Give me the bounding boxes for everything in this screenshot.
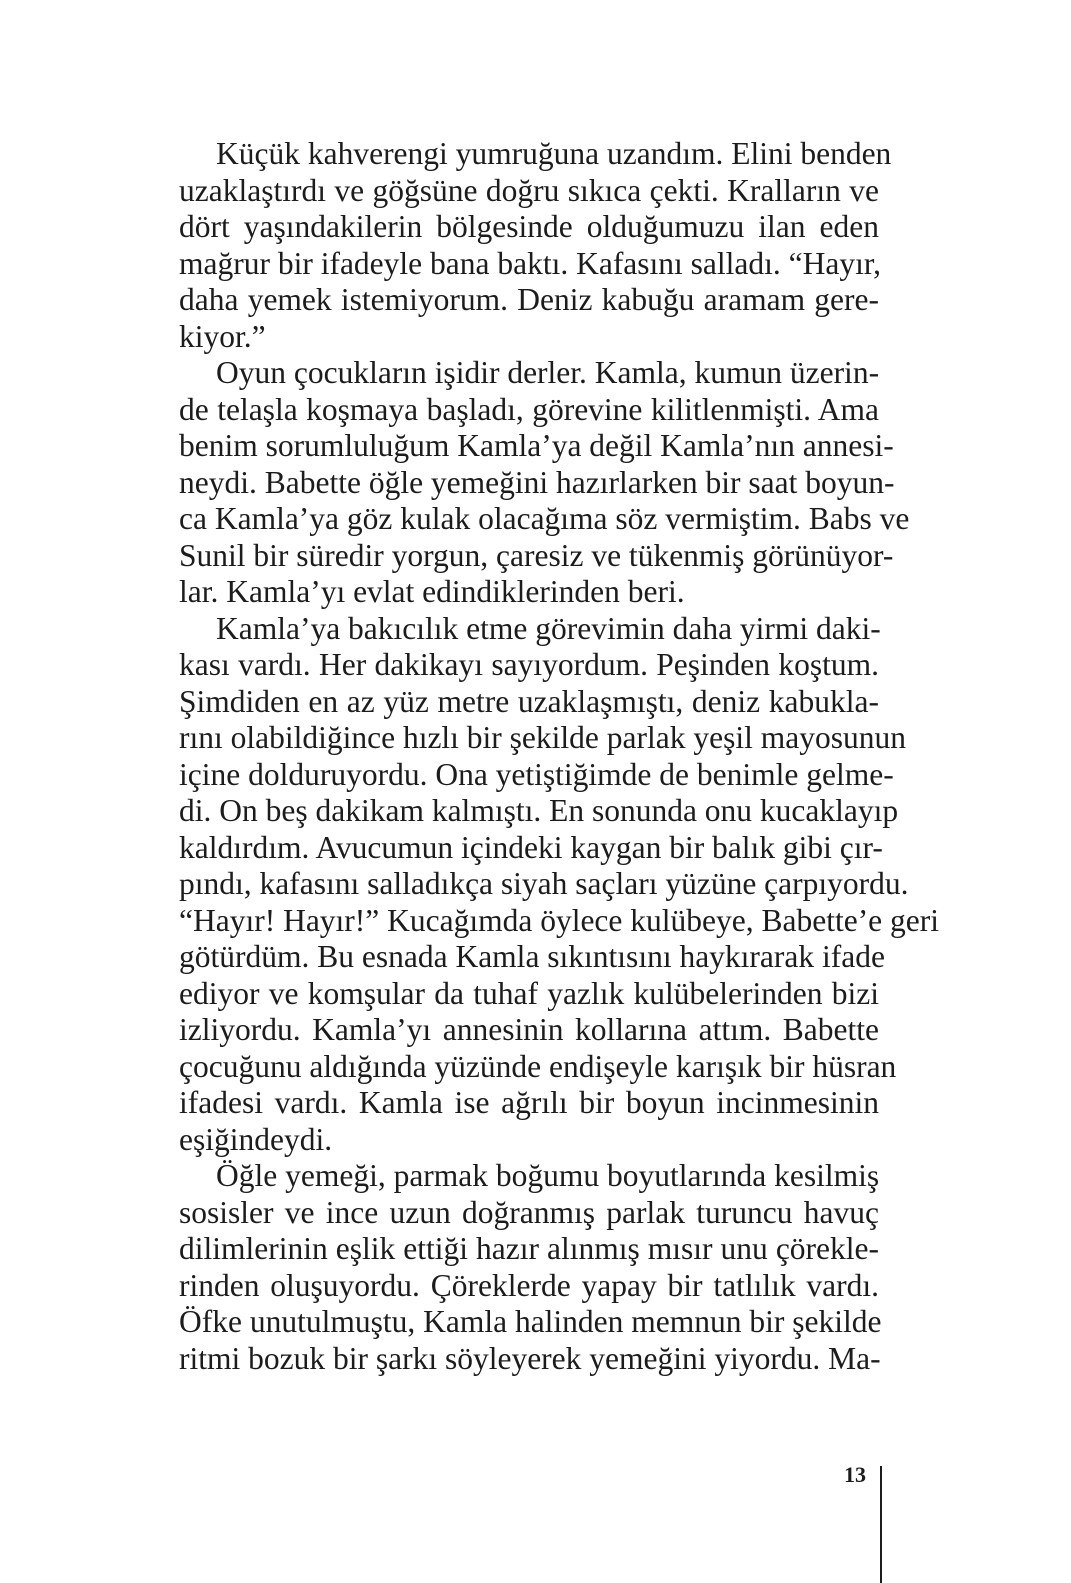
text-line: ca Kamla’ya göz kulak olacağıma söz vermiştim. Babs ve xyxy=(179,501,910,536)
text-line: dört yaşındakilerin bölgesinde olduğumuzu ilan eden xyxy=(179,209,879,244)
text-line: Sunil bir süredir yorgun, çaresiz ve tükenmiş görünüyor- xyxy=(179,537,894,573)
text-line: kaldırdım. Avucumun içindeki kaygan bir balık gibi çır- xyxy=(179,829,883,865)
text-line: kası vardı. Her dakikayı sayıyordum. Peşinden koştum. xyxy=(179,647,879,682)
text-line: sosisler ve ince uzun doğranmış parlak turuncu havuç xyxy=(179,1194,879,1230)
text-line: di. On beş dakikam kalmıştı. En sonunda onu kucaklayıp xyxy=(179,793,899,828)
text-line: Öğle yemeği, parmak boğumu boyutlarında kesilmiş xyxy=(216,1158,880,1193)
text-line: neydi. Babette öğle yemeğini hazırlarken bir saat boyun- xyxy=(179,464,895,500)
text-line: Küçük kahverengi yumruğuna uzandım. Elini benden xyxy=(216,136,892,171)
text-line: Şimdiden en az yüz metre uzaklaşmıştı, deniz kabukla- xyxy=(179,683,879,719)
page-edge-rule xyxy=(880,1466,882,1583)
text-line: çocuğunu aldığında yüzünde endişeyle karışık bir hüsran xyxy=(179,1048,897,1084)
text-line: uzaklaştırdı ve göğsüne doğru sıkıca çekti. Kralların ve xyxy=(179,172,879,208)
text-line: içine dolduruyordu. Ona yetiştiğimde de benimle gelme- xyxy=(179,756,894,792)
text-line: ritmi bozuk bir şarkı söyleyerek yemeğini yiyordu. Ma- xyxy=(179,1340,881,1376)
text-line: “Hayır! Hayır!” Kucağımda öylece kulübeye, Babette’e geri xyxy=(179,902,940,938)
text-line: ifadesi vardı. Kamla ise ağrılı bir boyun incinmesinin xyxy=(179,1085,879,1120)
text-line: götürdüm. Bu esnada Kamla sıkıntısını haykırarak ifade xyxy=(179,939,885,974)
page-number: 13 xyxy=(844,1462,866,1487)
text-line: de telaşla koşmaya başladı, görevine kilitlenmişti. Ama xyxy=(179,391,879,427)
text-line: lar. Kamla’yı evlat edindiklerinden beri. xyxy=(179,574,685,609)
text-line: pındı, kafasını salladıkça siyah saçları yüzüne çarpıyordu. xyxy=(179,866,909,901)
text-line: ediyor ve komşular da tuhaf yazlık kulübelerinden bizi xyxy=(179,975,879,1011)
text-line: Oyun çocukların işidir derler. Kamla, kumun üzerin- xyxy=(216,355,880,390)
text-line: benim sorumluluğum Kamla’ya değil Kamla’nın annesi- xyxy=(179,428,894,463)
text-line: kiyor.” xyxy=(179,318,266,354)
text-line: Öfke unutulmuştu, Kamla halinden memnun bir şekilde xyxy=(179,1304,882,1339)
text-line: rinden oluşuyordu. Çöreklerde yapay bir tatlılık vardı. xyxy=(179,1267,879,1303)
text-line: izliyordu. Kamla’yı annesinin kollarına attım. Babette xyxy=(179,1012,879,1047)
text-line: daha yemek istemiyorum. Deniz kabuğu aramam gere- xyxy=(179,282,879,317)
text-line: eşiğindeydi. xyxy=(179,1121,333,1157)
text-line: rını olabildiğince hızlı bir şekilde parlak yeşil mayosunun xyxy=(179,720,906,755)
text-line: mağrur bir ifadeyle bana baktı. Kafasını salladı. “Hayır, xyxy=(179,245,881,281)
text-line: Kamla’ya bakıcılık etme görevimin daha yirmi daki- xyxy=(216,610,881,646)
text-line: dilimlerinin eşlik ettiği hazır alınmış mısır unu çörekle- xyxy=(179,1231,879,1266)
